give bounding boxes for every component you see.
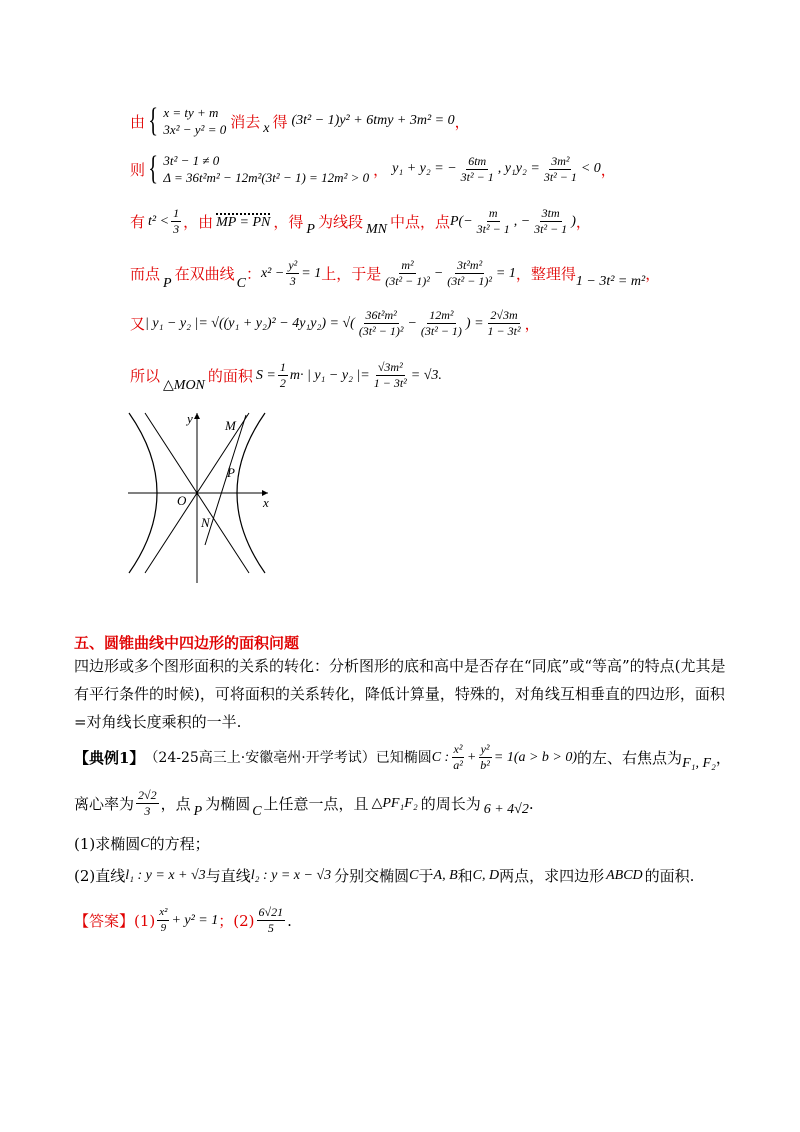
denominator: (3t² − 1)² (358, 324, 404, 338)
equation: + y² = 1 (171, 912, 219, 928)
fraction (136, 788, 159, 819)
section-paragraph: 四边形或多个图形面积的关系的转化：分析图形的底和高中是否存在“同底”或“等高”的特点(尤其是有平行条件的时候)，可将面积的关系转化，降低计算量，特殊的，对角线互相垂直的四边形，面积=对角线长度乘积的一半. (74, 657, 726, 731)
denominator: b² (480, 758, 490, 772)
variable: C (409, 868, 419, 883)
text: 而点 (130, 265, 161, 283)
denominator: 3 (144, 804, 151, 818)
vector-equation: MP = PN (216, 214, 271, 230)
text: ， (373, 160, 389, 179)
text: ， (575, 213, 591, 231)
example-line-2 (74, 788, 734, 819)
text: 得 (272, 112, 288, 131)
variable: F₁, F₂ (682, 755, 716, 771)
text: . (438, 367, 442, 383)
denominator: 3 (289, 274, 296, 288)
equation: C : (431, 749, 450, 765)
equation: x = ty + m (163, 105, 219, 120)
variable: P (163, 275, 172, 291)
equation-system (163, 152, 369, 186)
equation: + (466, 749, 477, 765)
variable: x (263, 121, 270, 136)
numerator: 1 (279, 360, 286, 374)
text: 所以 (130, 367, 161, 385)
denominator: 3t² − 1 (460, 169, 494, 184)
question-2 (74, 862, 734, 890)
brace: { (148, 150, 159, 187)
text: 的周长为 (420, 794, 481, 813)
equation: − (433, 265, 444, 281)
numerator: 3tm (541, 206, 560, 220)
variable: C (140, 836, 150, 851)
variable: ABCD (606, 868, 643, 883)
numerator: 3t²m² (457, 258, 483, 272)
text: ，由 (183, 213, 214, 231)
fraction (157, 905, 169, 936)
text: (2) (233, 911, 255, 930)
variable: C (252, 803, 262, 819)
equation: l₁ : y = x + √3 (125, 868, 206, 883)
equation: ) (571, 213, 576, 229)
chord-line (205, 415, 246, 545)
text: (2)直线 (74, 867, 126, 885)
equation: 3x² − y² = 0 (163, 122, 227, 137)
fraction (171, 206, 181, 237)
denominator: 9 (160, 922, 167, 934)
fraction (445, 258, 494, 289)
example-tag: 【典例1】 (74, 748, 145, 767)
solution-line-2 (130, 152, 616, 186)
numerator: 6√21 (258, 905, 284, 919)
equation: − (407, 315, 417, 331)
numerator: m (488, 206, 498, 220)
text: ； (218, 911, 234, 930)
section-title: 五、圆锥曲线中四边形的面积问题 (74, 634, 300, 652)
text: ，点 (160, 794, 191, 813)
numerator: 1 (173, 206, 180, 220)
text: 有 (130, 213, 146, 231)
label-y: y (187, 411, 193, 426)
denominator: (3t² − 1)² (447, 274, 492, 288)
equation: , y₁y₂ = (497, 161, 540, 176)
denominator: (3t² − 1) (420, 324, 462, 338)
numerator: 2√2 (138, 788, 157, 802)
fraction (486, 308, 523, 339)
fraction (542, 154, 579, 185)
fraction (278, 360, 288, 391)
fraction (419, 308, 464, 339)
question-1 (74, 830, 734, 858)
variable: △MON (163, 378, 205, 393)
numerator: 6tm (468, 153, 487, 168)
example-source: （24-25高三上·安徽亳州·开学考试）已知椭圆 (144, 749, 432, 766)
numerator: y² (480, 742, 490, 756)
text: ， (645, 265, 661, 283)
equation: 3t² − 1 ≠ 0 (163, 153, 220, 168)
text: 为线段 (317, 213, 363, 231)
fraction (451, 742, 465, 773)
equation: = 1 (495, 265, 516, 281)
text: (1)求椭圆 (74, 835, 141, 853)
hyperbola-figure (125, 405, 275, 585)
equation: S = (255, 367, 276, 383)
numerator: m² (401, 258, 414, 272)
numerator: 2√3m (490, 308, 518, 322)
text: ， (600, 160, 616, 179)
label-m: M (225, 418, 236, 433)
equation: x² − (260, 265, 285, 281)
denominator: 2 (279, 376, 286, 390)
answer-line (74, 905, 734, 936)
fraction (478, 742, 492, 773)
equation: m· | y₁ − y₂ |= (289, 367, 370, 383)
equation: P(− (450, 213, 473, 229)
denominator: 3 (173, 222, 180, 236)
denominator: 1 − 3t² (373, 376, 407, 390)
fraction (475, 206, 512, 237)
denominator: 1 − 3t² (487, 324, 521, 338)
text: 和 (457, 867, 473, 885)
variable: MN (365, 221, 387, 237)
equation: ) = (465, 315, 484, 331)
solution-line-4 (130, 258, 660, 289)
text: 在双曲线 (174, 265, 235, 283)
numerator: x² (157, 905, 169, 921)
text: 分别交椭圆 (334, 867, 410, 885)
variable: A, B (433, 868, 458, 883)
solution-line-6 (130, 360, 442, 391)
text: 则 (130, 160, 146, 179)
text: 上，于是 (321, 265, 382, 283)
text: 上任意一点，且 (263, 794, 369, 813)
equation: 6 + 4√2 (483, 801, 529, 817)
fraction (459, 154, 496, 185)
fraction (383, 258, 432, 289)
text: 中点，点 (389, 213, 450, 231)
fraction (257, 905, 286, 936)
denominator: 5 (267, 921, 274, 935)
label-x: x (263, 495, 269, 510)
text: ， (454, 112, 470, 131)
variable: C (236, 275, 246, 291)
text: 于 (418, 867, 434, 885)
variable: C, D (472, 868, 500, 883)
equation: Δ = 36t²m² − 12m²(3t² − 1) = 12m² > 0 (163, 170, 370, 185)
text: ， (715, 748, 731, 767)
denominator: (3t² − 1)² (385, 274, 430, 288)
example-line-1 (74, 742, 734, 773)
equation: t² < (148, 213, 170, 229)
brace: { (148, 102, 159, 139)
text: 由 (130, 112, 146, 131)
equation: y₁ + y₂ = − (392, 161, 457, 176)
text: ，整理得 (515, 265, 576, 283)
fraction (357, 308, 406, 339)
label-n: N (201, 515, 210, 530)
numerator: 12m² (429, 308, 454, 322)
equation: (3t² − 1)y² + 6tmy + 3m² = 0 (291, 113, 455, 128)
variable: △PF₁F₂ (371, 795, 418, 811)
text: ，得 (273, 213, 304, 231)
text: . (528, 794, 534, 813)
text: 的左、右焦点为 (577, 748, 683, 767)
solution-line-5 (130, 308, 540, 339)
label-o: O (177, 493, 187, 508)
equation: l₂ : y = x − √3 (250, 868, 332, 883)
answer-tag: 【答案】 (74, 911, 135, 930)
text: 与直线 (205, 867, 251, 885)
equation: = 1 (301, 265, 322, 281)
numerator: 3m² (551, 153, 570, 168)
text: ， (524, 315, 540, 333)
fraction (286, 258, 299, 289)
denominator: 3t² − 1 (534, 222, 568, 236)
denominator: a² (453, 758, 463, 772)
equation: | y₁ − y₂ |= √((y₁ + y₂)² − 4y₁y₂) = √( (145, 315, 355, 331)
text: (1) (134, 911, 156, 930)
numerator: y² (288, 258, 298, 272)
denominator: 3t² − 1 (543, 169, 577, 184)
numerator: √3m² (377, 360, 403, 374)
text: 离心率为 (74, 794, 135, 813)
numerator: 36t²m² (365, 308, 397, 322)
text: 的面积. (644, 867, 695, 885)
equation: , − (513, 213, 531, 229)
denominator: 3t² − 1 (476, 222, 510, 236)
solution-line-3 (130, 206, 591, 237)
text: 两点，求四边形 (499, 867, 605, 885)
text: 消去 (230, 112, 261, 131)
label-p: P (227, 465, 235, 480)
fraction (532, 206, 569, 237)
equation: = 1(a > b > 0) (493, 749, 578, 765)
equation: < 0 (580, 161, 601, 176)
equation: = √3 (410, 367, 439, 383)
variable: P (306, 221, 315, 237)
text: 又 (130, 315, 146, 333)
text: . (287, 911, 292, 930)
text: 的面积 (207, 367, 253, 385)
text: 为椭圆 (205, 794, 251, 813)
equation: 1 − 3t² = m² (575, 273, 646, 289)
solution-line-1 (130, 104, 470, 138)
text: ： (245, 265, 261, 283)
text: 的方程； (149, 835, 210, 853)
fraction (372, 360, 409, 391)
numerator: x² (453, 742, 463, 756)
equation-system (163, 104, 226, 138)
variable: P (193, 803, 203, 819)
